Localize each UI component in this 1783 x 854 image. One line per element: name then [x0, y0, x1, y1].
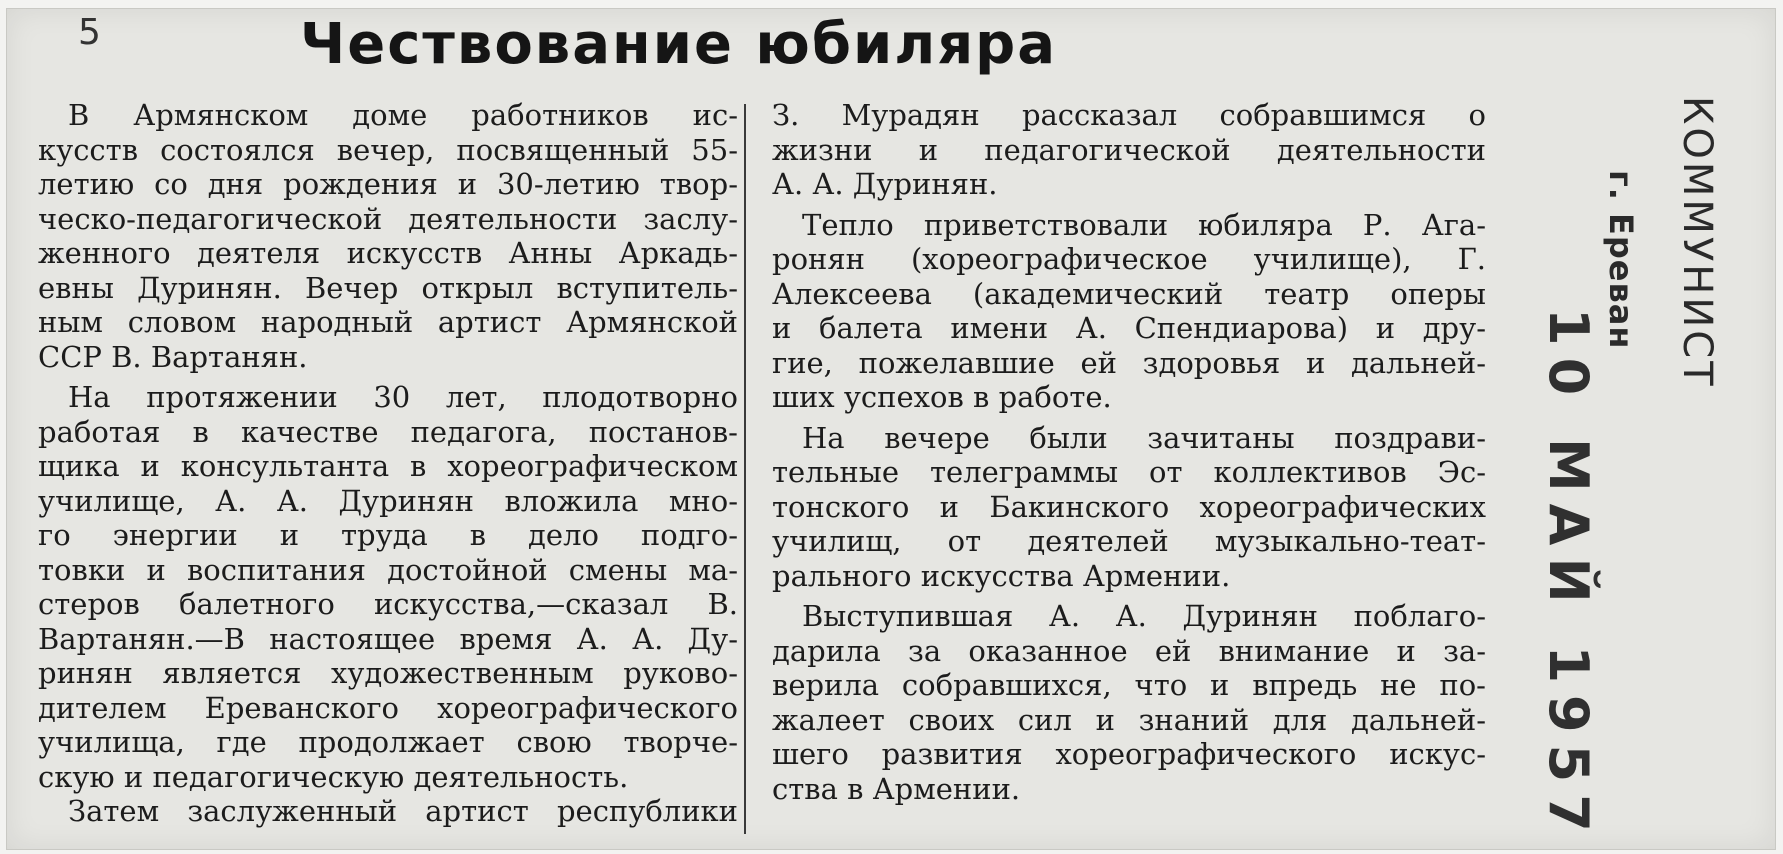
text-line: тонского и Бакинского хореографических — [772, 489, 1486, 524]
text-line: училища, где продолжает свою творче- — [38, 725, 738, 759]
text-line: На вечере были зачитаны поздрави- — [802, 420, 1486, 455]
text-line: В Армянском доме работников ис- — [68, 98, 738, 132]
text-line: верила собравшихся, что и впредь не по- — [772, 668, 1486, 702]
text-line: На протяжении 30 лет, плодотворно — [68, 380, 738, 414]
text-line: Затем заслуженный артист республики — [68, 794, 738, 828]
text-line: дителем Ереванского хореографического — [38, 690, 738, 725]
text-line: работая в качестве педагога, постанов- — [38, 414, 738, 449]
text-line: Тепло приветствовали юбиляра Р. Ага- — [802, 207, 1486, 242]
article-title: Чествование юбиляра — [300, 12, 1058, 77]
text-line: рального искусства Армении. — [772, 558, 1231, 593]
text-line: ССР В. Вартанян. — [38, 339, 308, 374]
text-line: летию со дня рождения и 30-летию твор- — [38, 167, 738, 201]
text-line: скую и педагогическую деятельность. — [38, 759, 629, 794]
text-line: щика и консультанта в хореографическом — [38, 449, 738, 483]
text-line: ным словом народный артист Армянской — [38, 305, 738, 339]
stamp-city: г. Ереван — [1602, 170, 1640, 350]
text-line: ронян (хореографическое училище), Г. — [772, 242, 1486, 276]
text-line: ства в Армении. — [772, 771, 1021, 806]
margin-mark: 5 — [78, 12, 101, 53]
text-line: дарила за оказанное ей внимание и за- — [772, 633, 1486, 668]
text-line: кусств состоялся вечер, посвященный 55- — [38, 132, 738, 167]
text-line: ринян является художественным руково- — [38, 656, 738, 690]
text-line: женного деятеля искусств Анны Аркадь- — [38, 236, 738, 270]
text-line: евны Дуринян. Вечер открыл вступитель- — [38, 270, 738, 305]
text-line: гие, пожелавшие ей здоровья и дальней- — [772, 345, 1486, 380]
stamp-date: 10 МАЙ 1957 — [1537, 308, 1600, 844]
text-line: и балета имени А. Спендиарова) и дру- — [772, 311, 1486, 345]
left-column — [38, 98, 738, 829]
text-line: жалеет своих сил и знаний для дальней- — [772, 702, 1486, 737]
text-line: Выступившая А. А. Дуринян поблаго- — [802, 599, 1486, 633]
column-divider — [744, 104, 746, 834]
text-line: го энергии и труда в дело подго- — [38, 518, 738, 552]
text-line: шего развития хореографического искус- — [772, 737, 1486, 771]
stamp-newspaper-name: КОММУНИСТ — [1674, 96, 1720, 389]
text-line: училище, А. А. Дуринян вложила мно- — [38, 483, 738, 518]
text-line: училищ, от деятелей музыкально-теат- — [772, 524, 1486, 558]
text-line: жизни и педагогической деятельности — [772, 132, 1486, 167]
text-line: А. А. Дуринян. — [772, 167, 998, 201]
text-line: З. Мурадян рассказал собравшимся о — [772, 98, 1486, 132]
text-line: Алексеева (академический театр оперы — [772, 276, 1486, 311]
text-line: ших успехов в работе. — [772, 380, 1112, 414]
text-line: ческо-педагогической деятельности заслу- — [38, 201, 738, 236]
text-line: тельные телеграммы от коллективов Эс- — [772, 455, 1486, 489]
text-line: стеров балетного искусства,—сказал В. — [38, 587, 738, 621]
right-column — [772, 98, 1486, 806]
text-line: Вартанян.—В настоящее время А. А. Ду- — [38, 621, 738, 656]
text-line: товки и воспитания достойной смены ма- — [38, 552, 738, 587]
